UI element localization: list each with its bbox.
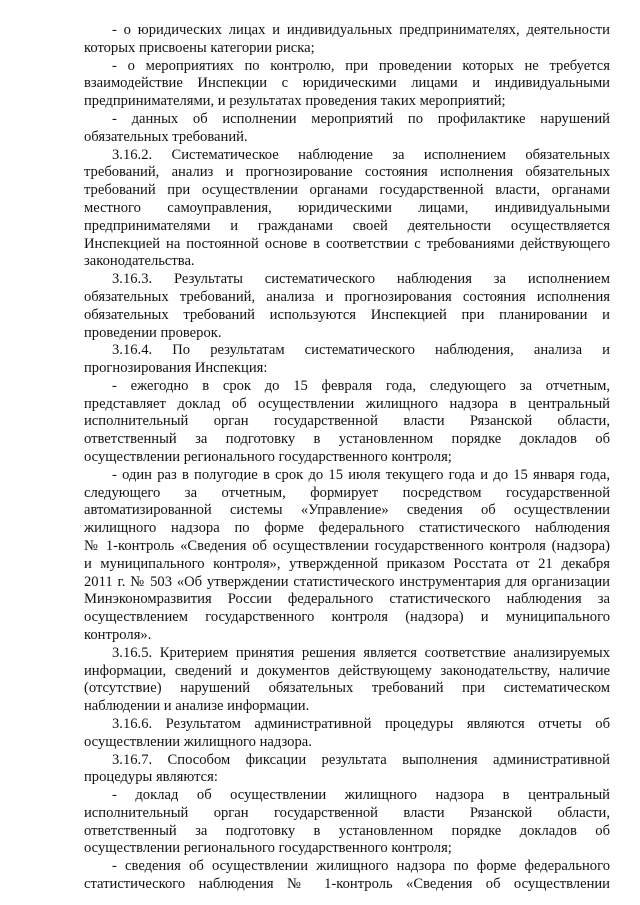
text-line: - о юридических лицах и индивидуальных предпринимателях, деятельности: [112, 22, 610, 38]
text-line: наблюдении и анализе информации.: [84, 698, 310, 715]
text-line: требований при осуществлении органами государственной власти, органами: [84, 182, 610, 199]
text-line: № 1-контроль «Сведения об осуществлении государственного контроля (надзора): [84, 538, 610, 554]
text-line: контроля».: [84, 626, 152, 643]
text-line: представляет доклад об осуществлении жилищного надзора в центральный: [84, 395, 610, 412]
text-line: прогнозирования Инспекция:: [84, 360, 268, 376]
text-line: - доклад об осуществлении жилищного надзора в центральный: [112, 787, 610, 803]
text-line: автоматизированной системы «Управление» сведения об осуществлении: [84, 502, 610, 519]
text-line: информации, сведений и документов действующему законодательству, наличие: [84, 662, 610, 679]
text-line: законодательства.: [84, 253, 195, 270]
text-line: обязательных требований используются Инспекцией при планировании и: [84, 306, 610, 323]
text-line: ответственный за подготовку в установленном порядке докладов об: [84, 431, 610, 448]
paragraph-3-16-5: 3.16.5. Критерием принятия решения является соответствие анализируемых: [112, 644, 610, 661]
paragraph-3-16-2: 3.16.2. Систематическое наблюдение за исполнением обязательных: [112, 146, 610, 163]
paragraph-3-16-3: 3.16.3. Результаты систематического наблюдения за исполнением: [112, 271, 610, 288]
text-line: - о мероприятиях по контролю, при проведении которых не требуется: [112, 57, 610, 74]
text-line: ответственный за подготовку в установленном порядке докладов об: [84, 822, 610, 839]
paragraph-3-16-7: 3.16.7. Способом фиксации результата выполнения административной: [112, 751, 610, 768]
text-line: Минэкономразвития России федерального статистического наблюдения за: [84, 591, 610, 608]
text-line: (отсутствие) нарушений обязательных требований при систематическом: [84, 680, 610, 697]
text-line: которых присвоены категории риска;: [84, 39, 315, 56]
paragraph-3-16-6: 3.16.6. Результатом административной процедуры являются отчеты об: [112, 715, 610, 732]
text-line: предпринимателями и гражданами своей деятельности осуществляется: [84, 217, 610, 234]
text-line: обязательных требований.: [84, 128, 248, 145]
text-line: статистического наблюдения № 1-контроль «Сведения об осуществлении: [84, 876, 610, 892]
text-line: - сведения об осуществлении жилищного надзора по форме федерального: [112, 858, 610, 875]
text-line: предпринимателями, и результатах проведения таких мероприятий;: [84, 93, 506, 110]
text-line: процедуры являются:: [84, 769, 218, 786]
text-line: исполнительный орган государственной власти Рязанской области,: [84, 804, 610, 821]
text-line: жилищного надзора по форме федерального статистического наблюдения: [84, 520, 610, 537]
text-line: осуществлении регионального государственного контроля;: [84, 840, 452, 857]
text-line: - данных об исполнении мероприятий по профилактике нарушений: [112, 111, 610, 127]
text-line: требований, анализ и прогнозирование состояния исполнения обязательных: [84, 164, 610, 181]
text-line: - один раз в полугодие в срок до 15 июля текущего года и до 15 января года,: [112, 466, 610, 483]
text-line: осуществлении жилищного надзора.: [84, 733, 312, 750]
text-line: осуществлением государственного контроля (надзора) и муниципального: [84, 609, 610, 626]
text-line: взаимодействие Инспекции с юридическими лицами и индивидуальными: [84, 75, 610, 92]
paragraph-3-16-4: 3.16.4. По результатам систематического наблюдения, анализа и: [112, 342, 610, 359]
text-line: осуществлении регионального государственного контроля;: [84, 449, 452, 465]
text-line: проведении проверок.: [84, 324, 222, 341]
text-line: - ежегодно в срок до 15 февраля года, следующего за отчетным,: [112, 377, 610, 394]
text-line: местного самоуправления, юридическими лицами, индивидуальными: [84, 199, 610, 216]
text-line: следующего за отчетным, формирует посредством государственной: [84, 484, 610, 501]
text-line: и муниципального контроля», утвержденной приказом Росстата от 21 декабря: [84, 555, 610, 572]
text-line: обязательных требований, анализа и прогнозирования состояния исполнения: [84, 288, 610, 305]
text-line: 2011 г. № 503 «Об утверждении статистического инструментария для организации: [84, 573, 610, 590]
text-line: исполнительный орган государственной власти Рязанской области,: [84, 413, 610, 430]
text-line: Инспекцией на постоянной основе в соответствии с требованиями действующего: [84, 235, 610, 252]
